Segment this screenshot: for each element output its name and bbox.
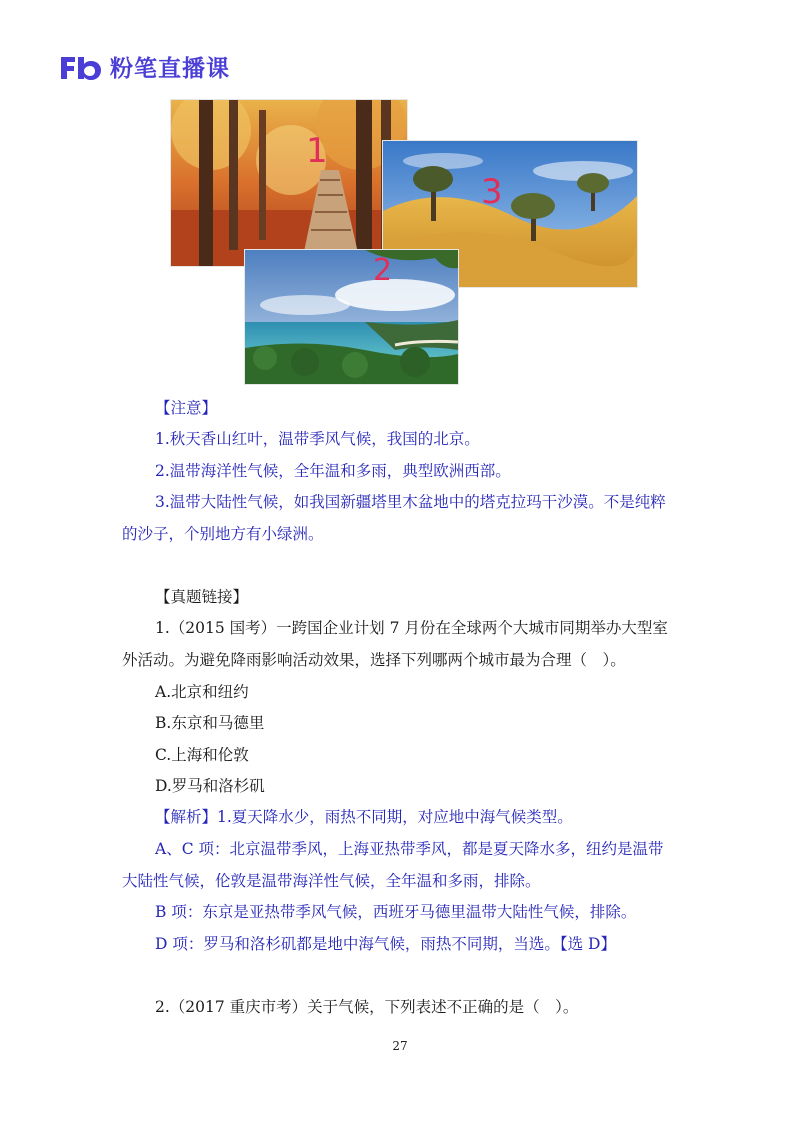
note-item-2: 2.温带海洋性气候，全年温和多雨，典型欧洲西部。 xyxy=(155,462,511,480)
page-number: 27 xyxy=(392,1039,408,1053)
fb-logo-icon xyxy=(58,53,102,81)
note-item-3: 3.温带大陆性气候，如我国新疆塔里木盆地中的塔克拉玛干沙漠。不是纯粹 xyxy=(155,493,666,511)
sea-photo xyxy=(245,250,458,384)
question-1-continued: 外活动。为避免降雨影响活动效果，选择下列哪两个城市最为合理（ ）。 xyxy=(122,651,626,669)
analysis-line-2: A、C 项：北京温带季风，上海亚热带季风，都是夏天降水多，纽约是温带 xyxy=(155,840,664,858)
photo-annotation-1: 1 xyxy=(306,131,328,171)
question-2: 2.（2017 重庆市考）关于气候，下列表述不正确的是（ ）。 xyxy=(155,998,579,1016)
exam-heading: 【真题链接】 xyxy=(155,588,249,606)
analysis-line-1: 【解析】1.夏天降水少，雨热不同期，对应地中海气候类型。 xyxy=(155,808,573,826)
analysis-line-4: B 项：东京是亚热带季风气候，西班牙马德里温带大陆性气候，排除。 xyxy=(155,903,637,921)
forest-photo xyxy=(171,100,407,266)
note-item-1: 1.秋天香山红叶，温带季风气候，我国的北京。 xyxy=(155,430,480,448)
option-b: B.东京和马德里 xyxy=(155,714,265,732)
note-item-3-continued: 的沙子，个别地方有小绿洲。 xyxy=(122,525,324,543)
option-a: A.北京和纽约 xyxy=(155,683,249,701)
analysis-line-5: D 项：罗马和洛杉矶都是地中海气候，雨热不同期，当选。【选 D】 xyxy=(155,935,616,953)
analysis-line-3: 大陆性气候，伦敦是温带海洋性气候，全年温和多雨，排除。 xyxy=(122,872,541,890)
question-1: 1.（2015 国考）一跨国企业计划 7 月份在全球两个大城市同期举办大型室 xyxy=(155,619,668,637)
note-heading: 【注意】 xyxy=(155,399,218,417)
photo-annotation-3: 3 xyxy=(481,172,503,212)
photo-annotation-2: 2 xyxy=(373,253,393,288)
logo-text: 粉笔直播课 xyxy=(110,56,230,82)
option-c: C.上海和伦敦 xyxy=(155,746,249,764)
brand-logo xyxy=(58,50,230,83)
option-d: D.罗马和洛杉矶 xyxy=(155,777,265,795)
